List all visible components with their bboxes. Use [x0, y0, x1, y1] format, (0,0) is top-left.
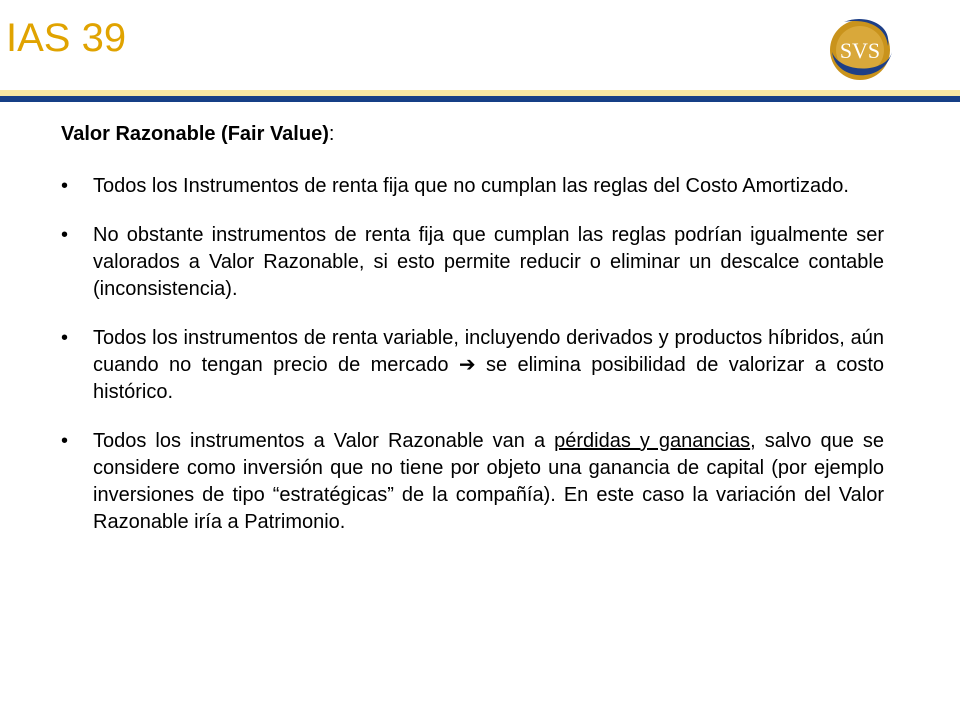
bullet-item — [61, 325, 884, 406]
bullet-text: Todos los Instrumentos de renta fija que no cumplan las reglas del Costo Amortizado. — [93, 175, 849, 197]
bullet-icon: • — [61, 327, 69, 349]
underlined-term: pérdidas y ganancias — [554, 430, 751, 452]
svs-logo — [822, 12, 902, 88]
section-heading — [61, 122, 884, 147]
bullet-icon: • — [61, 224, 69, 246]
slide-content — [61, 122, 884, 558]
section-heading-text: Valor Razonable (Fair Value) — [61, 123, 329, 145]
title-divider — [0, 90, 960, 102]
bullet-text: Todos los instrumentos de renta variable, incluyendo derivados y productos híbridos, aún cuando no tengan precio de mercado — [93, 327, 884, 376]
section-heading-colon: : — [328, 123, 335, 145]
arrow-right-icon: ➔ — [458, 354, 476, 376]
bullet-text: No obstante instrumentos de renta fija que cumplan las reglas podrían igualmente ser valorados a Valor Razonable, si esto permite reducir o eliminar un descalce contable (inconsistencia). — [93, 224, 884, 300]
bullet-item — [61, 222, 884, 303]
bullet-text-continued: se elimina posibilidad de valorizar a costo histórico. — [93, 354, 885, 403]
bullet-text: Todos los instrumentos a Valor Razonable van a — [93, 430, 555, 452]
bullet-text-continued: , salvo que se considere como inversión que no tiene por objeto una ganancia de capital (por ejemplo inversiones de tipo “estratégicas” de la compañía). En este caso la variación del Valor Razonable iría a Patrimonio. — [93, 430, 885, 533]
bullet-icon: • — [61, 175, 69, 197]
bullet-icon: • — [61, 430, 69, 452]
slide-title: IAS 39 — [6, 16, 127, 60]
bullet-list — [61, 173, 884, 536]
bullet-item — [61, 173, 884, 200]
bullet-item — [61, 428, 884, 536]
logo-text: SVS — [839, 38, 881, 63]
